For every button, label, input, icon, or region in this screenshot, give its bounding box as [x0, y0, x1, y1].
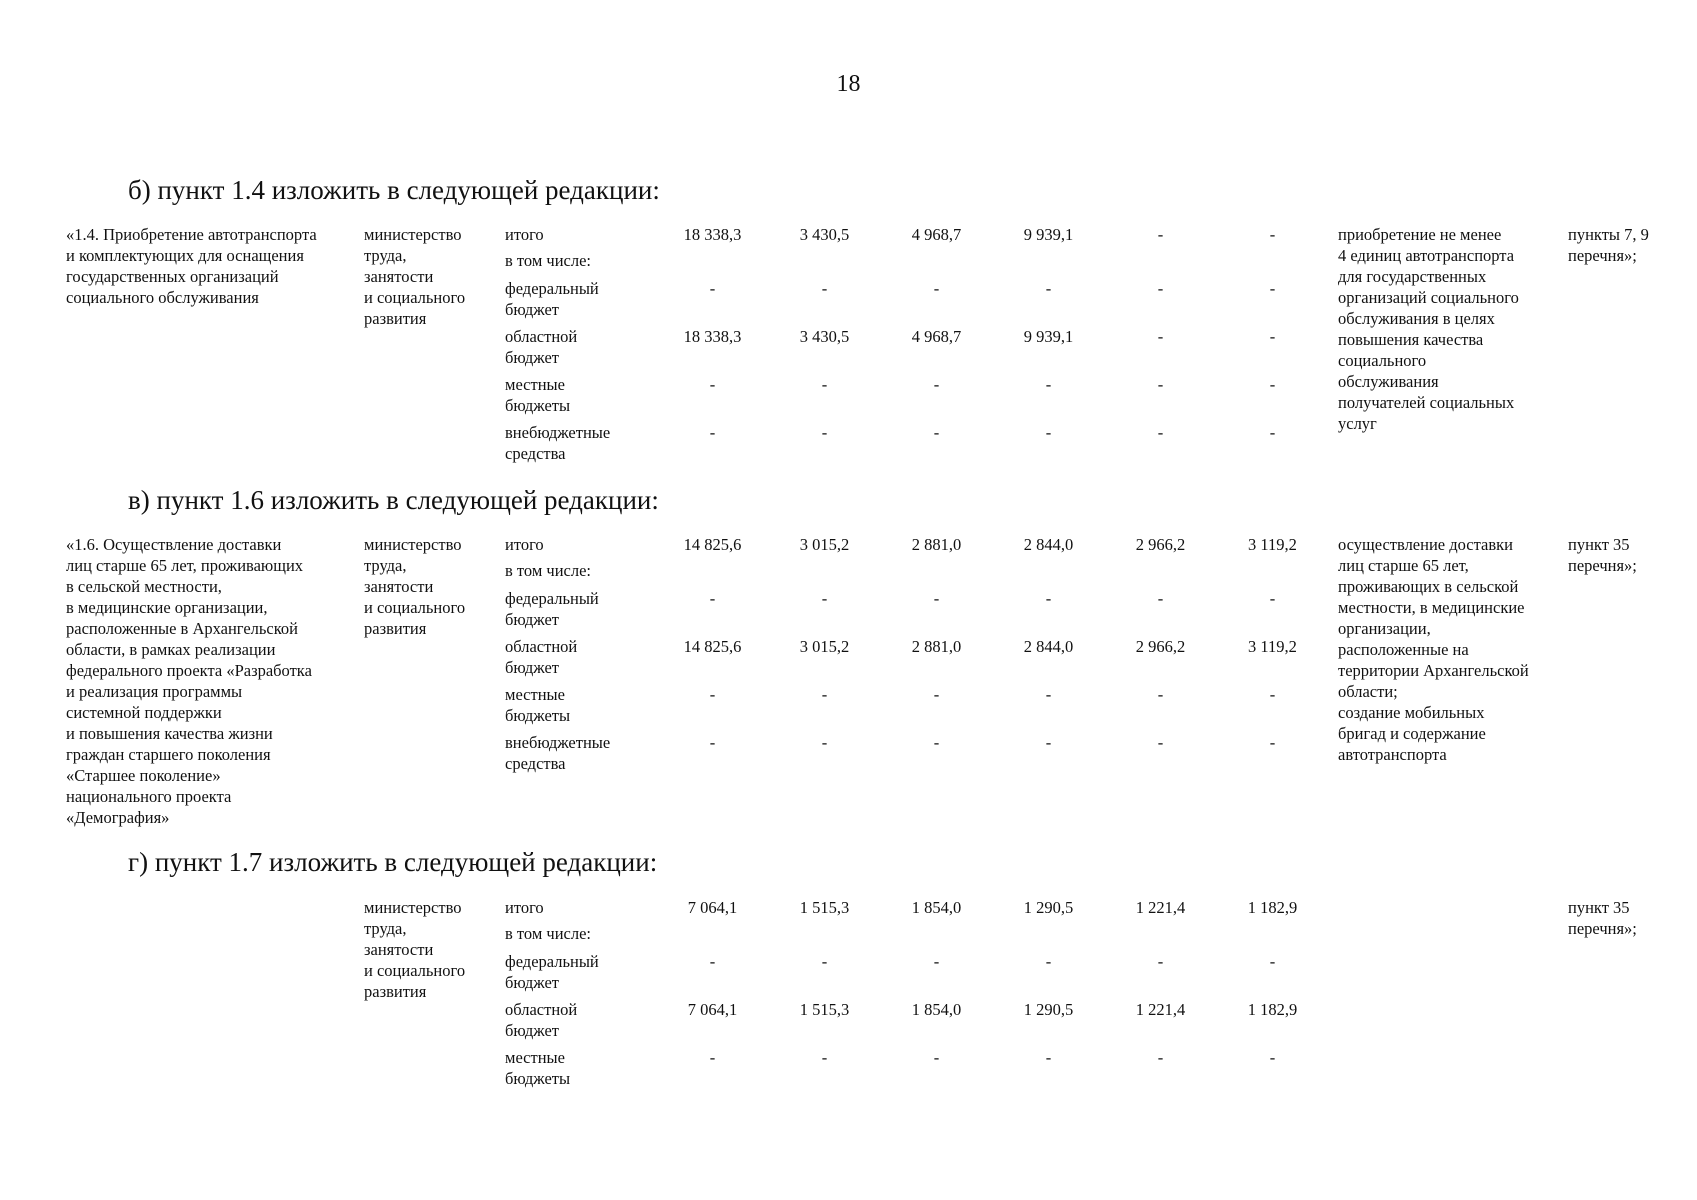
value-total: -	[709, 733, 716, 752]
funding-source: областной бюджет	[505, 327, 578, 367]
value-year-1: -	[821, 279, 828, 298]
value-total: 7 064,1	[687, 898, 738, 917]
value-year-1: -	[821, 589, 828, 608]
value-year-3: -	[1045, 589, 1052, 608]
value-year-4: 2 966,2	[1135, 535, 1186, 554]
value-year-5: 3 119,2	[1248, 535, 1297, 554]
value-year-4: 1 221,4	[1135, 898, 1186, 917]
section-heading-1-7: г) пункт 1.7 изложить в следующей редакции:	[128, 847, 658, 877]
funding-row	[0, 1047, 1697, 1088]
value-total: 14 825,6	[683, 535, 742, 554]
value-year-5: 1 182,9	[1247, 1000, 1298, 1019]
funding-source: итого	[505, 898, 544, 917]
value-total: 18 338,3	[683, 225, 742, 244]
funding-source: местные бюджеты	[505, 1048, 571, 1088]
value-total: -	[709, 1048, 716, 1067]
value-year-1: -	[821, 952, 828, 971]
value-year-2: 2 881,0	[911, 535, 962, 554]
value-year-1: 3 015,2	[799, 535, 850, 554]
funding-row	[0, 326, 1697, 367]
list-reference: пункт 35 перечня»;	[1568, 898, 1637, 938]
value-total: 7 064,1	[687, 1000, 738, 1019]
value-year-2: -	[933, 375, 940, 394]
value-total: -	[709, 375, 716, 394]
expected-result: осуществление доставки лиц старше 65 лет, проживающих в сельской местности, в медицинские организации, расположенные на территории Архангельской области; создание мобильных бригад и содержание автотранспорта	[1338, 535, 1529, 764]
value-year-3: -	[1045, 279, 1052, 298]
funding-row	[0, 250, 1697, 271]
value-year-5: -	[1269, 1048, 1276, 1067]
value-year-2: -	[933, 685, 940, 704]
funding-row	[0, 636, 1697, 677]
measure-description: «1.4. Приобретение автотранспорта и комплектующих для оснащения государственных организаций социального обслуживания	[66, 225, 317, 307]
list-reference: пункты 7, 9 перечня»;	[1568, 225, 1649, 265]
funding-source: федеральный бюджет	[505, 589, 599, 629]
value-year-4: -	[1157, 225, 1164, 244]
value-year-4: -	[1157, 375, 1164, 394]
page-number: 18	[836, 71, 861, 97]
value-year-1: 1 515,3	[799, 898, 850, 917]
value-year-3: 2 844,0	[1023, 637, 1074, 656]
value-year-3: 9 939,1	[1023, 225, 1074, 244]
value-year-3: 2 844,0	[1023, 535, 1074, 554]
value-year-2: -	[933, 279, 940, 298]
value-year-2: -	[933, 733, 940, 752]
funding-source: итого	[505, 535, 544, 554]
funding-source: в том числе:	[505, 561, 592, 580]
value-year-1: 3 430,5	[799, 225, 850, 244]
value-total: -	[709, 685, 716, 704]
value-year-2: -	[933, 589, 940, 608]
funding-row	[0, 951, 1697, 992]
funding-source: внебюджетные средства	[505, 733, 611, 773]
value-year-4: 1 221,4	[1135, 1000, 1186, 1019]
value-total: -	[709, 952, 716, 971]
value-year-3: 9 939,1	[1023, 327, 1074, 346]
value-year-2: 2 881,0	[911, 637, 962, 656]
funding-row	[0, 224, 1697, 245]
funding-row	[0, 534, 1697, 555]
value-year-2: -	[933, 1048, 940, 1067]
funding-row	[0, 422, 1697, 463]
funding-row	[0, 732, 1697, 773]
funding-row	[0, 278, 1697, 319]
value-year-5: -	[1269, 375, 1276, 394]
value-year-5: 3 119,2	[1248, 637, 1297, 656]
funding-row	[0, 588, 1697, 629]
value-year-4: 2 966,2	[1135, 637, 1186, 656]
value-total: -	[709, 589, 716, 608]
value-year-5: -	[1269, 225, 1276, 244]
value-year-4: -	[1157, 685, 1164, 704]
value-year-3: 1 290,5	[1023, 1000, 1074, 1019]
section-heading-1-4: б) пункт 1.4 изложить в следующей редакции:	[128, 175, 660, 205]
funding-source: в том числе:	[505, 251, 592, 270]
value-year-4: -	[1157, 733, 1164, 752]
value-year-1: 3 430,5	[799, 327, 850, 346]
funding-source: областной бюджет	[505, 637, 578, 677]
list-reference: пункт 35 перечня»;	[1568, 535, 1637, 575]
value-year-5: -	[1269, 327, 1276, 346]
value-year-4: -	[1157, 589, 1164, 608]
funding-row	[0, 560, 1697, 581]
expected-result: приобретение не менее 4 единиц автотранспорта для государственных организаций социального обслуживания в целях повышения качества социального обслуживания получателей социальных услуг	[1338, 225, 1519, 433]
value-year-4: -	[1157, 423, 1164, 442]
section-heading-1-6: в) пункт 1.6 изложить в следующей редакции:	[128, 485, 659, 515]
value-year-5: 1 182,9	[1247, 898, 1298, 917]
value-total: -	[709, 423, 716, 442]
value-year-1: -	[821, 685, 828, 704]
funding-source: внебюджетные средства	[505, 423, 611, 463]
value-year-4: -	[1157, 1048, 1164, 1067]
value-year-2: 4 968,7	[911, 225, 962, 244]
value-year-2: -	[933, 423, 940, 442]
value-year-3: -	[1045, 423, 1052, 442]
measure-description: «1.6. Осуществление доставки лиц старше 65 лет, проживающих в сельской местности, в медицинские организации, расположенные в Архангельской области, в рамках реализации федерального проекта «Разработка и реализация программы системной поддержки и повышения качества жизни граждан старшего поколения «Старшее поколение» национального проекта «Демография»	[66, 535, 312, 827]
value-year-3: -	[1045, 952, 1052, 971]
value-year-2: -	[933, 952, 940, 971]
funding-row	[0, 374, 1697, 415]
executor: министерство труда, занятости и социального развития	[364, 225, 466, 328]
funding-source: местные бюджеты	[505, 375, 571, 415]
value-year-1: 3 015,2	[799, 637, 850, 656]
value-year-4: -	[1157, 952, 1164, 971]
value-total: -	[709, 279, 716, 298]
value-year-3: -	[1045, 685, 1052, 704]
funding-source: федеральный бюджет	[505, 279, 599, 319]
value-year-1: -	[821, 733, 828, 752]
value-total: 18 338,3	[683, 327, 742, 346]
funding-row	[0, 999, 1697, 1040]
value-year-3: -	[1045, 733, 1052, 752]
value-year-1: -	[821, 375, 828, 394]
value-year-1: 1 515,3	[799, 1000, 850, 1019]
value-year-2: 4 968,7	[911, 327, 962, 346]
executor: министерство труда, занятости и социального развития	[364, 535, 466, 638]
value-year-4: -	[1157, 279, 1164, 298]
funding-source: областной бюджет	[505, 1000, 578, 1040]
value-year-1: -	[821, 423, 828, 442]
funding-source: в том числе:	[505, 924, 592, 943]
funding-row	[0, 923, 1697, 944]
executor: министерство труда, занятости и социального развития	[364, 898, 466, 1001]
funding-row	[0, 684, 1697, 725]
value-year-5: -	[1269, 733, 1276, 752]
value-year-2: 1 854,0	[911, 898, 962, 917]
value-year-3: 1 290,5	[1023, 898, 1074, 917]
value-year-5: -	[1269, 589, 1276, 608]
funding-source: местные бюджеты	[505, 685, 571, 725]
funding-source: итого	[505, 225, 544, 244]
value-year-2: 1 854,0	[911, 1000, 962, 1019]
funding-source: федеральный бюджет	[505, 952, 599, 992]
funding-row	[0, 897, 1697, 918]
value-year-3: -	[1045, 375, 1052, 394]
value-year-5: -	[1269, 685, 1276, 704]
value-total: 14 825,6	[683, 637, 742, 656]
value-year-5: -	[1269, 952, 1276, 971]
value-year-1: -	[821, 1048, 828, 1067]
value-year-5: -	[1269, 423, 1276, 442]
value-year-4: -	[1157, 327, 1164, 346]
value-year-3: -	[1045, 1048, 1052, 1067]
value-year-5: -	[1269, 279, 1276, 298]
